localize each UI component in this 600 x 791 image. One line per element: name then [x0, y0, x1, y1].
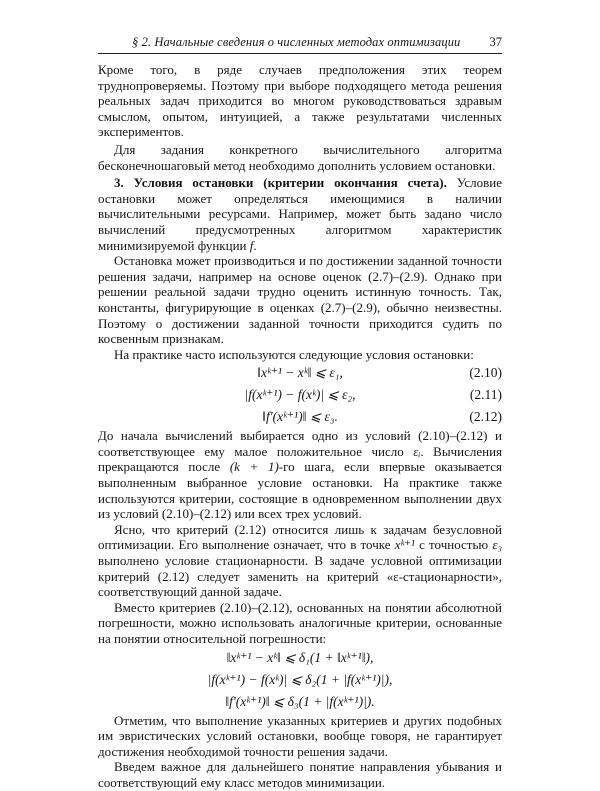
equation-2-12: ‖f′(xᵏ⁺¹)‖ ⩽ ε₃. (2.12) — [262, 409, 502, 425]
running-head — [98, 34, 502, 54]
paragraph-8: Вместо критериев (2.10)–(2.12), основанных на понятии абсолютной погрешности, можно использовать аналогичные критерии, основанные на понятии относительной погрешности: — [98, 599, 502, 646]
equation-2-11: |f(xᵏ⁺¹) − f(xᵏ)| ⩽ ε₂, (2.11) — [244, 387, 502, 403]
paragraph-3: 3. Условия остановки (критерии окончания счета). Условие остановки может определяться имеющимися в наличии вычислительными ресурсами. Например, может быть задано число вычислений предусмотренных алгоритмом характеристик минимизируемой функции f. — [98, 175, 503, 253]
equation-number: (2.12) — [469, 409, 502, 425]
paragraph-6: До начала вычислений выбирается одно из условий (2.10)–(2.12) и соответствующее ему малое положительное число εᵢ. Вычисления прекращаются после (k + 1)-го шага, если впервые оказывается выполненным выбранное условие остановки. На практике также используются критерии, состоящие в одновременном выполнении двух из условий (2.10)–(2.12) или всех трех условий. — [98, 428, 503, 522]
relative-criterion-1: ‖xᵏ⁺¹ − xᵏ‖ ⩽ δ₁(1 + ‖xᵏ⁺¹‖), — [226, 649, 374, 665]
paragraph-4: Остановка может производиться и по достижении заданной точности решения задачи, например на основе оценок (2.7)–(2.9). Однако при решении реальной задачи трудно оценить истинную точность. Так, константы, фигурирующие в оценках (2.7)–(2.9), обычно неизвестны. Поэтому о достижении заданной точности приходится судить по косвенным признакам. — [98, 253, 502, 347]
equation-number: (2.10) — [469, 365, 502, 381]
paragraph-2: Для задания конкретного вычислительного алгоритма бесконечношаговый метод необходимо дополнить условием остановки. — [98, 141, 502, 173]
page-number: 37 — [489, 35, 502, 49]
paragraph-7: Ясно, что критерий (2.12) относится лишь к задачам безусловной оптимизации. Его выполнение означает, что в точке xᵏ⁺¹ с точностью ε₃ выполнено условие стационарности. В задаче условной оптимизации критерий (2.12) следует заменить на критерий «ε-стационарности», соответствующий данной задаче. — [98, 521, 502, 600]
paragraph-10: Введем важное для дальнейшего понятие направления убывания и соответствующий ему класс методов минимизации. — [98, 759, 502, 790]
subsection-heading: 3. Условия остановки (критерии окончания счета). — [114, 175, 447, 191]
section-title: § 2. Начальные сведения о численных методах оптимизации — [132, 35, 461, 49]
paragraph-9: Отметим, что выполнение указанных критериев и других подобных им эвристических условий остановки, вообще говоря, не гарантирует достижения необходимой точности решения задачи. — [98, 712, 502, 759]
paragraph-1: Кроме того, в ряде случаев предположения этих теорем труднопроверяемы. Поэтому при выборе подходящего метода решения реальных задач приходится во многом руководствоваться здравым смыслом, опытом, интуицией, а также результатами численных экспериментов. — [98, 62, 502, 140]
equation-number: (2.11) — [469, 387, 502, 403]
page-body — [98, 62, 502, 791]
relative-criterion-3: ‖f′(xᵏ⁺¹)‖ ⩽ δ₃(1 + |f(xᵏ⁺¹)|). — [225, 693, 375, 709]
relative-criterion-2: |f(xᵏ⁺¹) − f(xᵏ)| ⩽ δ₂(1 + |f(xᵏ⁺¹)|), — [207, 671, 393, 687]
equation-2-10: ‖xᵏ⁺¹ − xᵏ‖ ⩽ ε₁, (2.10) — [257, 365, 502, 381]
paragraph-5: На практике часто используются следующие условия остановки: — [114, 346, 474, 362]
